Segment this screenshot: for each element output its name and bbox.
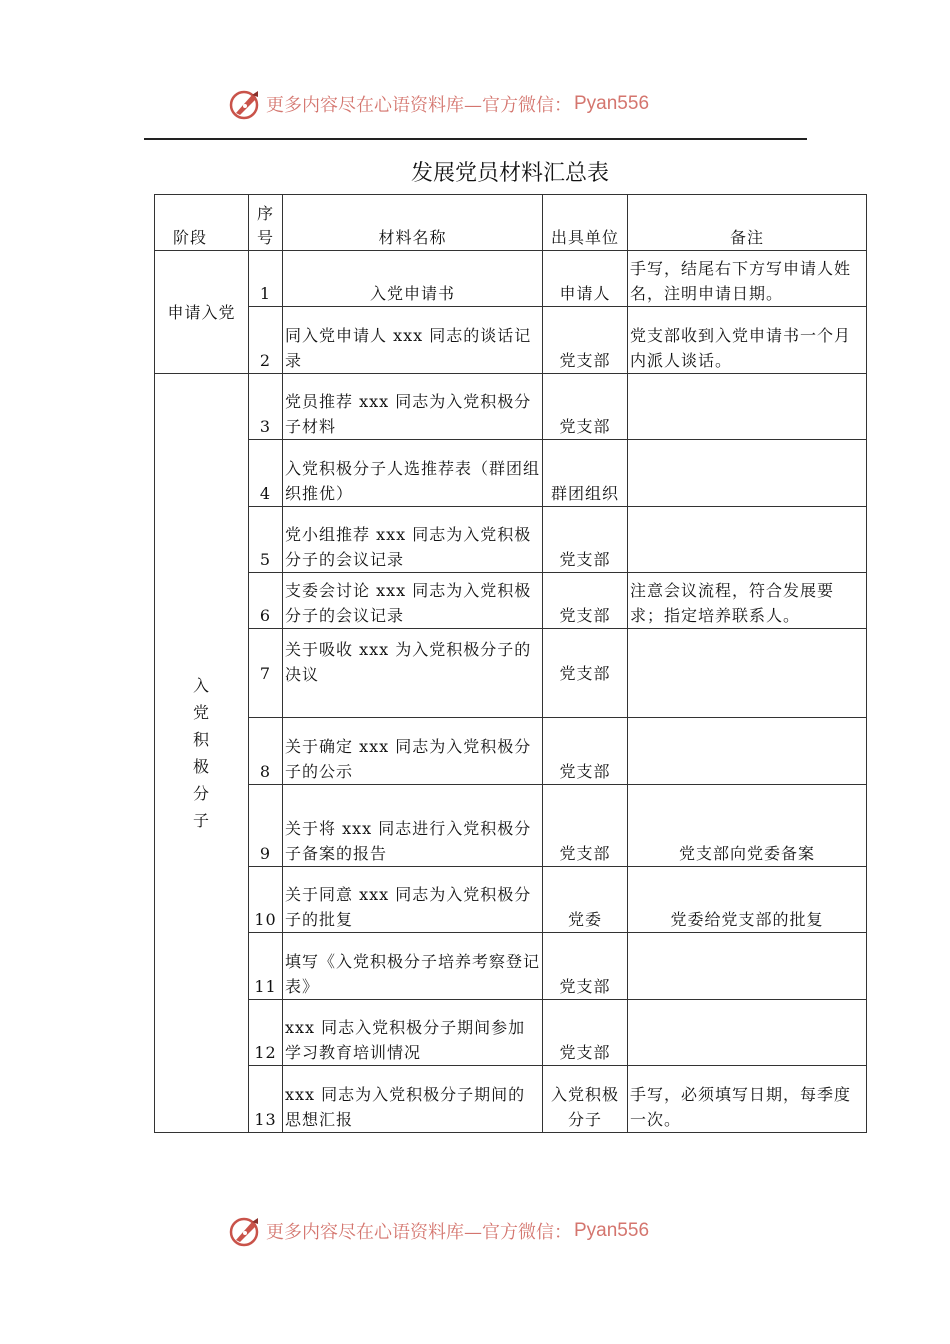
table-row (155, 307, 867, 374)
row-number: 2 (249, 307, 283, 374)
row-number: 7 (249, 629, 283, 718)
issuer: 党支部 (543, 629, 628, 718)
row-number: 13 (249, 1066, 283, 1133)
row-number: 10 (249, 867, 283, 933)
table-row (155, 867, 867, 933)
header-divider (144, 138, 807, 140)
row-number: 8 (249, 718, 283, 785)
stage-activist-char: 子 (192, 811, 210, 830)
issuer: 党委 (543, 867, 628, 933)
stage-activist-char: 积 (192, 730, 210, 749)
table-row (155, 507, 867, 573)
header-index-line1: 序 (256, 204, 274, 223)
stage-activist-char: 分 (192, 784, 210, 803)
note (628, 507, 867, 573)
stage-activist (155, 374, 249, 1133)
note: 注意会议流程，符合发展要求；指定培养联系人。 (628, 573, 867, 629)
table-row (155, 785, 867, 867)
banner-wechat-id: Pyan556 (574, 1220, 650, 1241)
banner-text: 更多内容尽在心语资料库—官方微信： (266, 95, 572, 116)
table-row (155, 440, 867, 507)
bottom-watermark-banner (228, 1211, 649, 1251)
note (628, 629, 867, 718)
issuer: 党支部 (543, 785, 628, 867)
stage-activist-char: 入 (192, 676, 210, 695)
issuer: 党支部 (543, 307, 628, 374)
note: 党支部收到入党申请书一个月内派人谈话。 (628, 307, 867, 374)
table-header-row (155, 195, 867, 251)
issuer: 党支部 (543, 933, 628, 1000)
pen-nib-logo-icon (228, 1214, 262, 1248)
row-number: 1 (249, 251, 283, 307)
table-row (155, 933, 867, 1000)
table-row (155, 718, 867, 785)
material-name: 关于确定 xxx 同志为入党积极分子的公示 (283, 718, 543, 785)
material-name: 关于同意 xxx 同志为入党积极分子的批复 (283, 867, 543, 933)
material-name: 关于将 xxx 同志进行入党积极分子备案的报告 (283, 785, 543, 867)
row-number: 3 (249, 374, 283, 440)
materials-table (154, 194, 867, 1133)
row-number: 11 (249, 933, 283, 1000)
issuer: 申请人 (543, 251, 628, 307)
row-number: 9 (249, 785, 283, 867)
material-name: 入党申请书 (283, 251, 543, 307)
banner-wechat-id: Pyan556 (574, 93, 650, 114)
row-number: 6 (249, 573, 283, 629)
material-name: 同入党申请人 xxx 同志的谈话记录 (283, 307, 543, 374)
header-material: 材料名称 (283, 195, 543, 251)
table-row (155, 251, 867, 307)
table-row (155, 374, 867, 440)
note (628, 933, 867, 1000)
material-name: 支委会讨论 xxx 同志为入党积极分子的会议记录 (283, 573, 543, 629)
table-row (155, 1066, 867, 1133)
stage-apply: 申请入党 (155, 251, 249, 374)
issuer: 党支部 (543, 374, 628, 440)
row-number: 12 (249, 1000, 283, 1066)
header-index-line2: 号 (256, 228, 274, 247)
material-name: 关于吸收 xxx 为入党积极分子的决议 (283, 629, 543, 718)
pen-nib-logo-icon (228, 87, 262, 121)
issuer: 党支部 (543, 1000, 628, 1066)
document-title: 发展党员材料汇总表 (410, 161, 609, 186)
header-index (249, 195, 283, 251)
table-row (155, 1000, 867, 1066)
note (628, 374, 867, 440)
material-name: 填写《入党积极分子培养考察登记表》 (283, 933, 543, 1000)
issuer: 群团组织 (543, 440, 628, 507)
issuer: 党支部 (543, 718, 628, 785)
note: 党支部向党委备案 (628, 785, 867, 867)
note: 党委给党支部的批复 (628, 867, 867, 933)
table-row (155, 629, 867, 718)
material-name: 党员推荐 xxx 同志为入党积极分子材料 (283, 374, 543, 440)
note (628, 718, 867, 785)
issuer: 入党积极分子 (543, 1066, 628, 1133)
material-name: xxx 同志为入党积极分子期间的思想汇报 (283, 1066, 543, 1133)
material-name: 入党积极分子人选推荐表（群团组织推优） (283, 440, 543, 507)
stage-activist-char: 党 (192, 703, 210, 722)
material-name: xxx 同志入党积极分子期间参加学习教育培训情况 (283, 1000, 543, 1066)
note (628, 1000, 867, 1066)
row-number: 4 (249, 440, 283, 507)
header-stage: 阶段 (155, 195, 249, 251)
issuer: 党支部 (543, 507, 628, 573)
top-watermark-banner (228, 84, 649, 124)
issuer: 党支部 (543, 573, 628, 629)
banner-text: 更多内容尽在心语资料库—官方微信： (266, 1222, 572, 1243)
stage-activist-char: 极 (192, 757, 210, 776)
row-number: 5 (249, 507, 283, 573)
material-name: 党小组推荐 xxx 同志为入党积极分子的会议记录 (283, 507, 543, 573)
note: 手写，必须填写日期，每季度一次。 (628, 1066, 867, 1133)
header-note: 备注 (628, 195, 867, 251)
note (628, 440, 867, 507)
header-issuer: 出具单位 (543, 195, 628, 251)
note: 手写，结尾右下方写申请人姓名，注明申请日期。 (628, 251, 867, 307)
table-row (155, 573, 867, 629)
